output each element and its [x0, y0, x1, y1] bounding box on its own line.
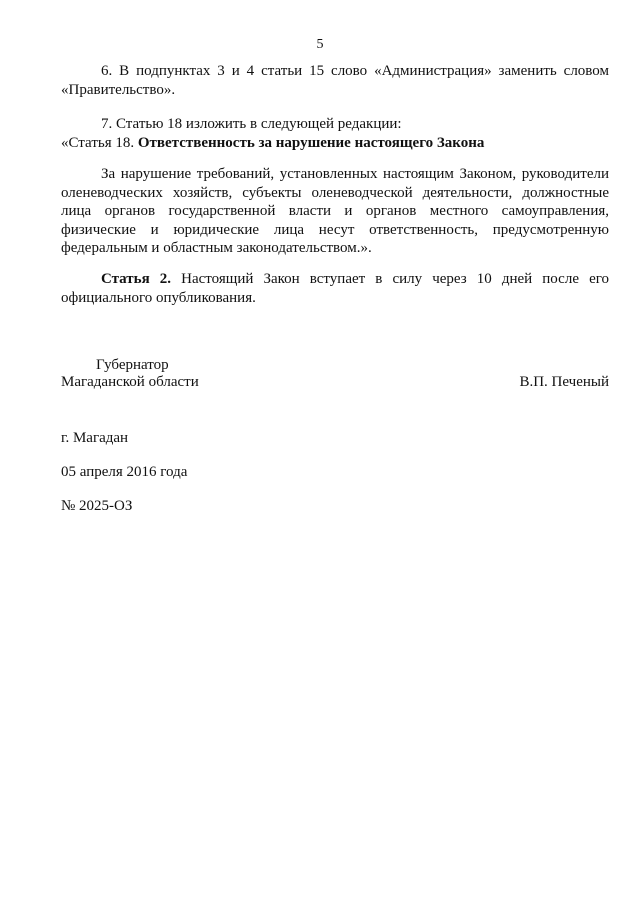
signature-title: Губернатор: [96, 357, 169, 373]
article-2-text: Настоящий Закон вступает в силу через 10 дней после его официального опубликования.: [61, 271, 610, 306]
signature-name: В.П. Печеный: [519, 374, 609, 390]
date: 05 апреля 2016 года: [61, 464, 188, 480]
article-2: [61, 270, 609, 307]
paragraph-liability: За нарушение требований, установленных настоящим Законом, руководители оленеводческих хозяйств, субъекты оленеводческой деятельности, должностные лица органов государственной власти и органов местного самоуправления, физические и юридические лица несут ответственность, предусмотренную федеральным и областным законодательством.».: [61, 166, 609, 256]
page-number: 5: [316, 37, 324, 52]
article-18-prefix: «Статья 18.: [61, 134, 138, 151]
law-number: № 2025-ОЗ: [61, 498, 133, 514]
paragraph-7-intro: 7. Статью 18 изложить в следующей редакции:: [101, 116, 402, 132]
signature-region: Магаданской области: [61, 374, 199, 390]
place: г. Магадан: [61, 430, 129, 446]
article-18-title: Ответственность за нарушение настоящего Закона: [137, 134, 485, 151]
paragraph-7: [61, 115, 609, 152]
article-2-label: Статья 2.: [101, 271, 172, 287]
paragraph-6: 6. В подпунктах 3 и 4 статьи 15 слово «Администрация» заменить словом «Правительство».: [61, 63, 609, 98]
article-18-heading: [61, 134, 609, 153]
